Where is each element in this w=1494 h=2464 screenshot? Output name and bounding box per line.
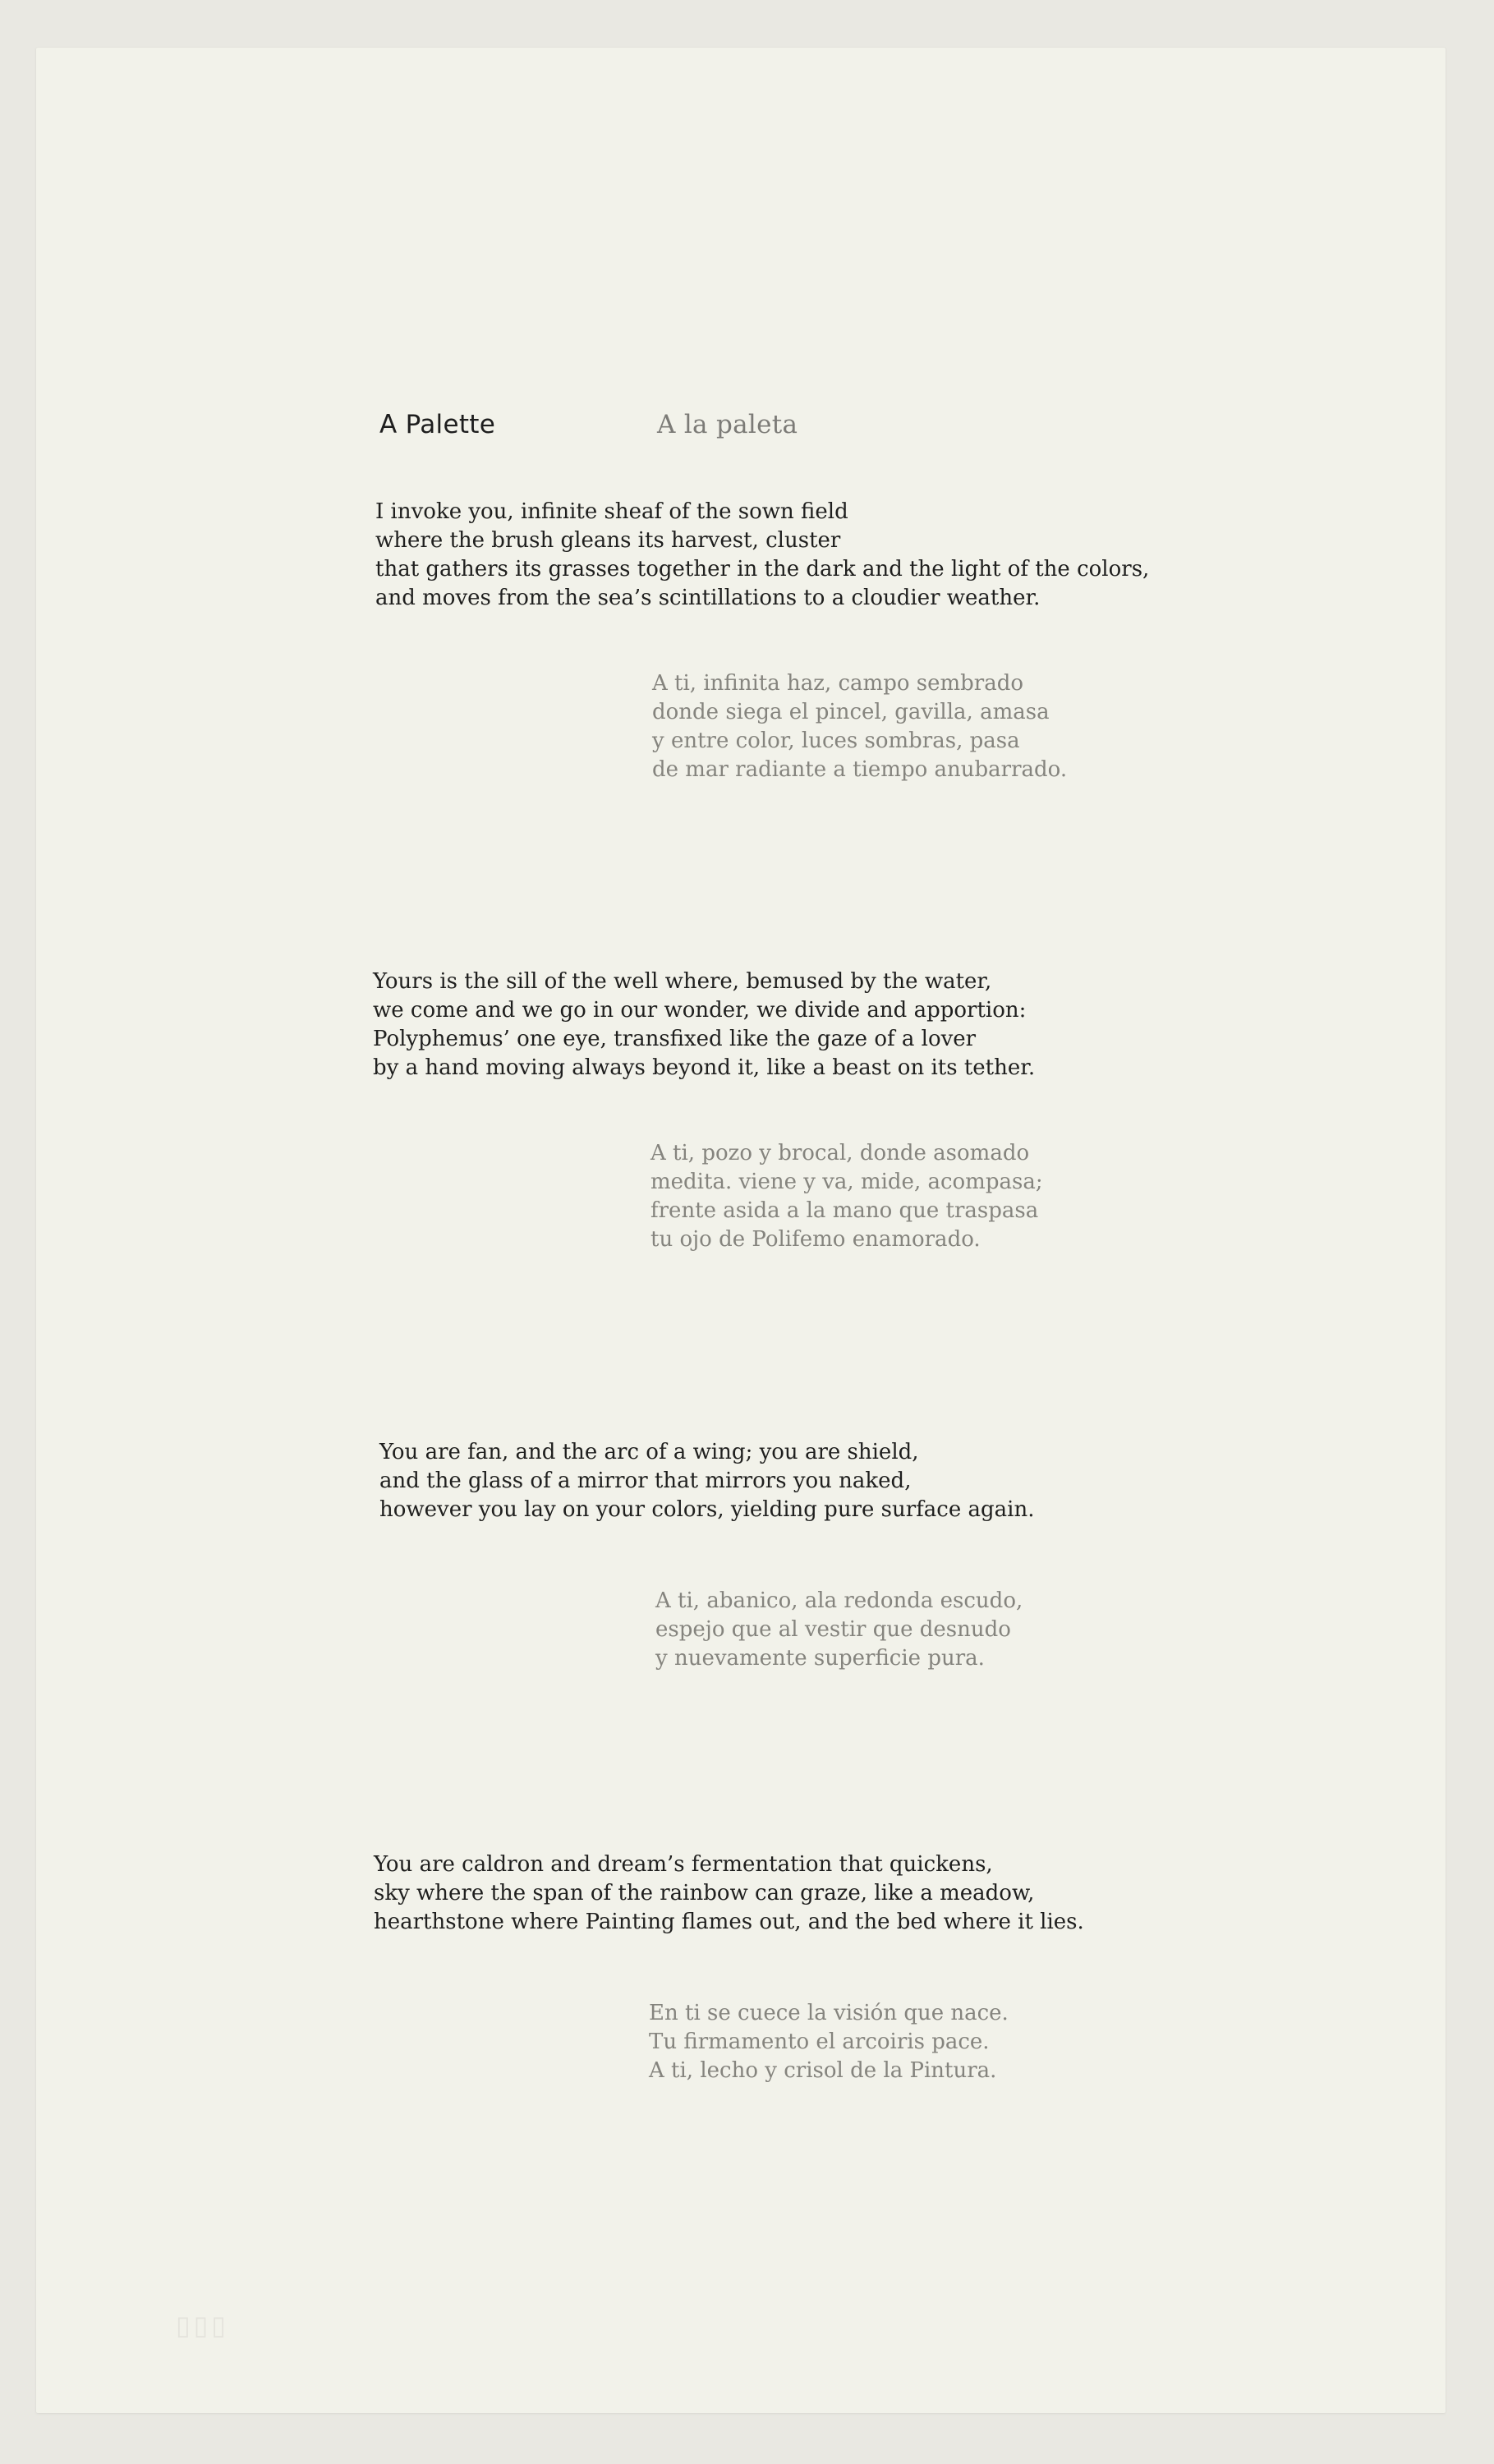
verse-line: donde siega el pincel, gavilla, amasa: [652, 700, 1050, 724]
verse-line: frente asida a la mano que traspasa: [650, 1198, 1039, 1223]
verse-line: tu ojo de Polifemo enamorado.: [650, 1227, 981, 1252]
verse-line: You are fan, and the arc of a wing; you are shield,: [379, 1440, 919, 1464]
verse-line: y nuevamente superficie pura.: [655, 1646, 985, 1671]
verse-line: Tu firmamento el arcoiris pace.: [649, 2030, 990, 2054]
verse-line: medita. viene y va, mide, acompasa;: [650, 1170, 1043, 1194]
verse-line: by a hand moving always beyond it, like a beast on its tether.: [373, 1055, 1036, 1080]
verse-line: however you lay on your colors, yielding pure surface again.: [379, 1497, 1035, 1522]
verse-line: A ti, infinita haz, campo sembrado: [652, 671, 1024, 696]
verse-line: A ti, pozo y brocal, donde asomado: [650, 1141, 1030, 1165]
title-spanish: A la paleta: [657, 410, 798, 439]
stanza-3-english: [379, 1438, 1034, 1524]
verse-line: we come and we go in our wonder, we divide and apportion:: [373, 998, 1027, 1023]
verse-line: Polyphemus’ one eye, transfixed like the gaze of a lover: [373, 1027, 977, 1051]
stanza-1-english: [375, 498, 1149, 613]
verse-line: A ti, lecho y crisol de la Pintura.: [649, 2058, 997, 2083]
paper-sheet: [36, 48, 1446, 2413]
verse-line: y entre color, luces sombras, pasa: [652, 729, 1020, 753]
verse-line: and the glass of a mirror that mirrors you naked,: [379, 1469, 912, 1493]
verse-line: where the brush gleans its harvest, cluster: [375, 528, 841, 553]
blind-stamp-mark: ▯▯▯: [176, 2310, 229, 2341]
stanza-1-spanish: [652, 669, 1067, 784]
verse-line: and moves from the sea’s scintillations to a cloudier weather.: [375, 586, 1041, 610]
verse-line: sky where the span of the rainbow can graze, like a meadow,: [374, 1881, 1035, 1905]
verse-line: de mar radiante a tiempo anubarrado.: [652, 757, 1068, 782]
verse-line: En ti se cuece la visión que nace.: [649, 2001, 1009, 2025]
verse-line: hearthstone where Painting flames out, and the bed where it lies.: [374, 1910, 1084, 1934]
stanza-2-spanish: [650, 1139, 1043, 1254]
verse-line: You are caldron and dream’s fermentation that quickens,: [374, 1852, 993, 1877]
verse-line: Yours is the sill of the well where, bemused by the water,: [373, 969, 992, 994]
stanza-4-english: [374, 1850, 1084, 1937]
verse-line: A ti, abanico, ala redonda escudo,: [655, 1588, 1023, 1613]
stanza-3-spanish: [655, 1587, 1023, 1673]
verse-line: that gathers its grasses together in the dark and the light of the colors,: [375, 557, 1150, 582]
title-english: A Palette: [379, 410, 496, 439]
verse-line: I invoke you, infinite sheaf of the sown field: [375, 499, 848, 524]
verse-line: espejo que al vestir que desnudo: [655, 1617, 1011, 1642]
stanza-4-spanish: [649, 1999, 1009, 2085]
stanza-2-english: [373, 968, 1035, 1083]
